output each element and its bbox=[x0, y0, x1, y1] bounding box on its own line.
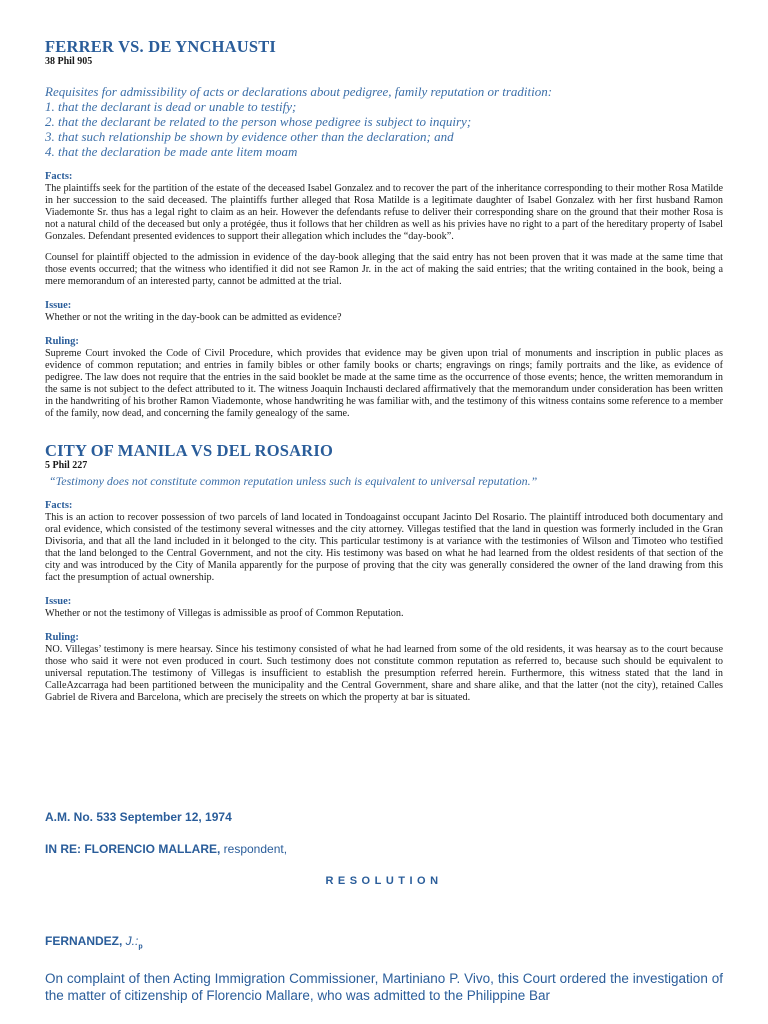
in-re-name: IN RE: FLORENCIO MALLARE, bbox=[45, 842, 221, 856]
issue-text: Whether or not the writing in the day-book can be admitted as evidence? bbox=[45, 312, 342, 323]
requisite-item: 2. that the declarant be related to the person whose pedigree is subject to inquiry; bbox=[45, 114, 472, 129]
ponente-title: J.: bbox=[122, 934, 139, 948]
am-number-title: A.M. No. 533 September 12, 1974 bbox=[45, 810, 232, 824]
requisite-item: 3. that such relationship be shown by evidence other than the declaration; and bbox=[45, 129, 454, 144]
case-title: FERRER VS. DE YNCHAUSTI bbox=[45, 37, 277, 56]
ponente-sub: p bbox=[138, 943, 143, 951]
requisites-intro: Requisites for admissibility of acts or declarations about pedigree, family reputation or tradition: bbox=[45, 84, 553, 99]
facts-paragraph: This is an action to recover possession of two parcels of land located in Tondoagainst occupant Jacinto Del Rosario. The plaintiff introduced both documentary and oral evidence, which consisted of the testimony several witnesses and the city attorney. Villegas testified that the land in question was formerly included in the Gran Divisoria, and that all the land included in it belonged to the city. This particular testimony is at variance with the testimonies of Wilson and Timoteo who testified that the land belonged to the Central Government, and not the city. His testimony was based on what he had learned from the oldest residents of that section of the city and was introduced by the City of Manila apparently for the purpose of proving that the city was generally considered the owner of the land drawing from this fact the presumption of actual ownership. bbox=[45, 512, 723, 583]
in-re-role: respondent, bbox=[220, 842, 288, 856]
issue-heading: Issue: bbox=[45, 300, 72, 311]
ponente-line bbox=[45, 934, 723, 954]
ponente-name: FERNANDEZ, bbox=[45, 934, 123, 948]
case-citation: 5 Phil 227 bbox=[45, 460, 88, 471]
ruling-text: NO. Villegas’ testimony is mere hearsay. Since his testimony consisted of what he had learned from some of the old residents, it was hearsay as to the court because those who said it were not even produced in court. Such testimony does not constitute common reputation as referred to, because such should be equivalent to universal reputation.The testimony of Villegas is insufficient to establish the presumption referred herein. Furthermore, this witness stated that the land in CalleAzcarraga had been partitioned between the municipality and the Central Government, share and share alike, and that the latter (not the city), retained Calles Gabriel de Rivera and Barcelona, which are precisely the streets on which the property at bar is situated. bbox=[45, 644, 723, 703]
facts-paragraph: Counsel for plaintiff objected to the admission in evidence of the day-book alleging that the said entry has not been proven that it was made at the same time that those events occurred; that the witness who identified it did not see Ramon Jr. in the act of making the said entries; that the writing contained in the book, being a mere memorandum of an interested party, cannot be admitted at the trial. bbox=[45, 252, 723, 287]
requisite-item: 1. that the declarant is dead or unable to testify; bbox=[45, 99, 297, 114]
facts-paragraph: The plaintiffs seek for the partition of the estate of the deceased Isabel Gonzalez and to recover the part of the inheritance corresponding to their mother Rosa Matilde in her succession to the said deceased. The plaintiffs further alleged that Rosa Matilde is a legitimate daughter of Isabel Gonzalez with her first husband Ramon Viademonte Sr. thus has a legal right to claim as an heir. However the defendants refuse to deliver their corresponding share on the ground that their mother Rosa is not a natural child of the deceased but only a protégée, thus it follows that her children as well as his privies have no right to a part of the hereditary property of Isabel Gonzales. Defendant presented evidences to support their allegation which includes the “day-book”. bbox=[45, 183, 723, 242]
facts-heading: Facts: bbox=[45, 500, 73, 511]
ruling-text: Supreme Court invoked the Code of Civil Procedure, which provides that evidence may be given upon trial of monuments and inscription in public places as evidence of common reputation; and entries in family bibles or other family books or charts; engravings on rings; family portraits and the like, as evidence of pedigree. The law does not require that the entries in the said booklet be made at the same time as the occurrence of those events; hence, the written memorandum in the same is not subject to the defect attributed to it. The witness Joaquin Inchausti declared affirmatively that the memorandum under consideration has been written in the handwriting of his brother Ramon Viademonte, whose handwriting he was familiar with, and the testimony of this witness contains some reference to a member of the family, now dead, and concerning the family genealogy of the same. bbox=[45, 348, 723, 419]
facts-heading: Facts: bbox=[45, 171, 73, 182]
issue-heading: Issue: bbox=[45, 596, 72, 607]
ruling-heading: Ruling: bbox=[45, 336, 79, 347]
case-city-of-manila bbox=[45, 442, 723, 704]
case-title: CITY OF MANILA VS DEL ROSARIO bbox=[45, 441, 334, 460]
document-page bbox=[45, 38, 723, 704]
requisites-list bbox=[45, 84, 723, 159]
issue-text: Whether or not the testimony of Villegas is admissible as proof of Common Reputation. bbox=[45, 608, 404, 619]
ruling-heading: Ruling: bbox=[45, 632, 79, 643]
resolution-heading: RESOLUTION bbox=[325, 875, 443, 887]
requisite-item: 4. that the declaration be made ante litem moam bbox=[45, 144, 298, 159]
in-re-line bbox=[45, 842, 723, 856]
case-ferrer bbox=[45, 38, 723, 420]
case-citation: 38 Phil 905 bbox=[45, 56, 93, 67]
resolution-opening-paragraph: On complaint of then Acting Immigration Commissioner, Martiniano P. Vivo, this Court ordered the investigation of the matter of citizenship of Florencio Mallare, who was admitted to the Philippine Bar bbox=[45, 971, 723, 1004]
case-mallare bbox=[45, 810, 723, 1018]
case-quote: “Testimony does not constitute common reputation unless such is equivalent to universal reputation.” bbox=[49, 474, 538, 488]
